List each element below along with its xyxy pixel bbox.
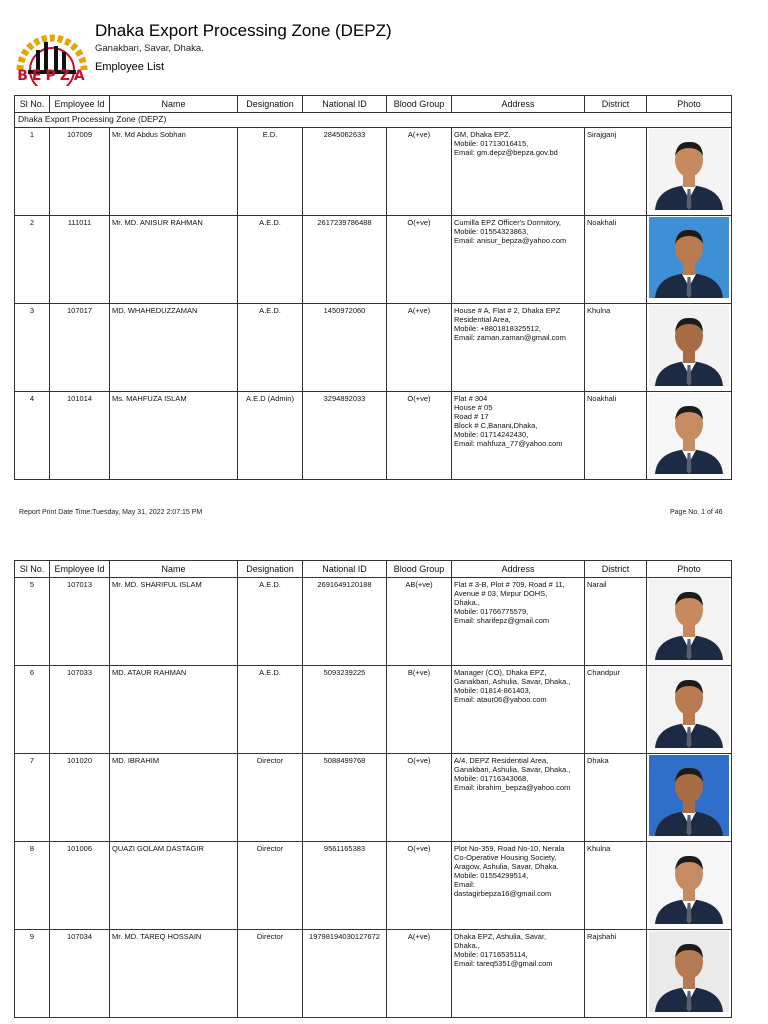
table-row	[15, 216, 732, 304]
table-row	[15, 666, 732, 754]
col-blood-group-header: Blood Group	[387, 96, 452, 113]
table-row	[15, 128, 732, 216]
sl-no-cell: 9	[15, 930, 50, 1018]
report-title: Employee List	[95, 61, 165, 73]
blood-group-cell: A(+ve)	[387, 304, 452, 392]
district-cell: Sirajganj	[585, 128, 647, 216]
district-cell: Khulna	[585, 304, 647, 392]
col-photo-header: Photo	[647, 96, 732, 113]
sl-no-cell: 1	[15, 128, 50, 216]
employee-photo-icon	[649, 755, 729, 836]
district-cell: Khulna	[585, 842, 647, 930]
national-id-cell: 19798194030127672	[303, 930, 387, 1018]
district-cell: Noakhali	[585, 216, 647, 304]
name-cell: Ms. MAHFUZA ISLAM	[110, 392, 238, 480]
employee-photo-icon	[649, 217, 729, 298]
group-label-row: Dhaka Export Processing Zone (DEPZ)	[15, 113, 732, 128]
print-date: Report Print Date Time:Tuesday, May 31, 2022 2:07:15 PM	[19, 509, 203, 516]
address-cell: GM, Dhaka EPZ. Mobile: 01713016415, Email: gm.depz@bepza.gov.bd	[452, 128, 585, 216]
employee-photo-icon	[649, 667, 729, 748]
table-row	[15, 578, 732, 666]
col-national-id-header: National ID	[303, 96, 387, 113]
table-row	[15, 842, 732, 930]
col-national-id-header: National ID	[303, 561, 387, 578]
national-id-cell: 2617239786488	[303, 216, 387, 304]
col-address-header: Address	[452, 96, 585, 113]
national-id-cell: 2691649120188	[303, 578, 387, 666]
photo-cell	[647, 304, 732, 392]
col-blood-group-header: Blood Group	[387, 561, 452, 578]
address-cell: Plot No-359, Road No-10, Nerala Co-Operative Housing Society, Aragow, Ashulia, Savar, Dhaka. Mobile: 01554299514, Email: dastagirbepza16@gmail.com	[452, 842, 585, 930]
employee-photo-icon	[649, 305, 729, 386]
col-name-header: Name	[110, 96, 238, 113]
employee-id-cell: 107034	[50, 930, 110, 1018]
name-cell: MD. IBRAHIM	[110, 754, 238, 842]
employee-id-cell: 101006	[50, 842, 110, 930]
employee-id-cell: 107017	[50, 304, 110, 392]
blood-group-cell: O(+ve)	[387, 392, 452, 480]
photo-cell	[647, 128, 732, 216]
col-sl-no-header: Sl No.	[15, 96, 50, 113]
col-name-header: Name	[110, 561, 238, 578]
national-id-cell: 1450972060	[303, 304, 387, 392]
col-employee-id-header: Employee Id	[50, 96, 110, 113]
col-address-header: Address	[452, 561, 585, 578]
table-header-row	[15, 96, 732, 113]
table-row	[15, 304, 732, 392]
blood-group-cell: O(+ve)	[387, 216, 452, 304]
col-designation-header: Designation	[238, 96, 303, 113]
sl-no-cell: 5	[15, 578, 50, 666]
photo-cell	[647, 930, 732, 1018]
blood-group-cell: AB(+ve)	[387, 578, 452, 666]
district-cell: Chandpur	[585, 666, 647, 754]
name-cell: Mr. Md Abdus Sobhan	[110, 128, 238, 216]
name-cell: Mr. MD. TAREQ HOSSAIN	[110, 930, 238, 1018]
employee-table-page-2	[14, 560, 732, 1018]
employee-photo-icon	[649, 579, 729, 660]
employee-id-cell: 107013	[50, 578, 110, 666]
designation-cell: A.E.D.	[238, 578, 303, 666]
name-cell: QUAZI GOLAM DASTAGIR	[110, 842, 238, 930]
sl-no-cell: 7	[15, 754, 50, 842]
col-district-header: District	[585, 96, 647, 113]
photo-cell	[647, 754, 732, 842]
designation-cell: A.E.D.	[238, 216, 303, 304]
blood-group-cell: B(+ve)	[387, 666, 452, 754]
table-header-row	[15, 561, 732, 578]
national-id-cell: 3294892033	[303, 392, 387, 480]
org-address: Ganakbari, Savar, Dhaka.	[95, 43, 204, 54]
employee-id-cell: 107009	[50, 128, 110, 216]
national-id-cell: 2845062633	[303, 128, 387, 216]
designation-cell: A.E.D (Admin)	[238, 392, 303, 480]
blood-group-cell: A(+ve)	[387, 930, 452, 1018]
photo-cell	[647, 666, 732, 754]
employee-photo-icon	[649, 843, 729, 924]
col-district-header: District	[585, 561, 647, 578]
sl-no-cell: 6	[15, 666, 50, 754]
sl-no-cell: 3	[15, 304, 50, 392]
photo-cell	[647, 216, 732, 304]
sl-no-cell: 4	[15, 392, 50, 480]
district-cell: Noakhali	[585, 392, 647, 480]
district-cell: Rajshahi	[585, 930, 647, 1018]
national-id-cell: 5093239225	[303, 666, 387, 754]
col-designation-header: Designation	[238, 561, 303, 578]
name-cell: Mr. MD. SHARIFUL ISLAM	[110, 578, 238, 666]
designation-cell: A.E.D.	[238, 304, 303, 392]
address-cell: Manager (CO), Dhaka EPZ, Ganakbari, Ashulia, Savar, Dhaka., Mobile: 01814-861403, Email: ataur06@yahoo.com	[452, 666, 585, 754]
address-cell: Dhaka EPZ, Ashulia, Savar, Dhaka., Mobile: 01716535114, Email: tareq5351@gmail.com	[452, 930, 585, 1018]
designation-cell: Director	[238, 842, 303, 930]
photo-cell	[647, 392, 732, 480]
address-cell: Flat # 304 House # 05 Road # 17 Block # C,Banani,Dhaka, Mobile: 01714242430, Email: mahfuza_77@yahoo.com	[452, 392, 585, 480]
district-cell: Narail	[585, 578, 647, 666]
address-cell: Flat # 3-B, Plot # 709, Road # 11, Avenue # 03, Mirpur DOHS, Dhaka., Mobile: 01766775579, Email: sharifepz@gmail.com	[452, 578, 585, 666]
blood-group-cell: O(+ve)	[387, 754, 452, 842]
employee-id-cell: 107033	[50, 666, 110, 754]
address-cell: House # A, Flat # 2, Dhaka EPZ Residential Area, Mobile: +8801818325512, Email: zaman.zaman@gmail.com	[452, 304, 585, 392]
blood-group-cell: O(+ve)	[387, 842, 452, 930]
address-cell: Cumilla EPZ Officer's Dormitory, Mobile: 01554323863, Email: anisur_bepza@yahoo.com	[452, 216, 585, 304]
national-id-cell: 5088499768	[303, 754, 387, 842]
employee-id-cell: 111011	[50, 216, 110, 304]
name-cell: MD. WHAHEDUZZAMAN	[110, 304, 238, 392]
name-cell: Mr. MD. ANISUR RAHMAN	[110, 216, 238, 304]
address-cell: A/4, DEPZ Residential Area, Ganakbari, Ashulia, Savar, Dhaka., Mobile: 01716343068, Email: ibrahim_bepza@yahoo.com	[452, 754, 585, 842]
employee-photo-icon	[649, 931, 729, 1012]
col-photo-header: Photo	[647, 561, 732, 578]
page-number: Page No. 1 of 46	[670, 509, 723, 516]
national-id-cell: 9561165383	[303, 842, 387, 930]
employee-id-cell: 101014	[50, 392, 110, 480]
table-row	[15, 392, 732, 480]
designation-cell: Director	[238, 930, 303, 1018]
employee-photo-icon	[649, 393, 729, 474]
designation-cell: Director	[238, 754, 303, 842]
district-cell: Dhaka	[585, 754, 647, 842]
report-header	[0, 0, 768, 95]
designation-cell: E.D.	[238, 128, 303, 216]
logo-wordmark: BEPZA	[17, 68, 89, 84]
table-row	[15, 930, 732, 1018]
employee-photo-icon	[649, 129, 729, 210]
employee-table-page-1	[14, 95, 732, 480]
col-employee-id-header: Employee Id	[50, 561, 110, 578]
photo-cell	[647, 842, 732, 930]
name-cell: MD. ATAUR RAHMAN	[110, 666, 238, 754]
photo-cell	[647, 578, 732, 666]
designation-cell: A.E.D.	[238, 666, 303, 754]
sl-no-cell: 2	[15, 216, 50, 304]
employee-id-cell: 101020	[50, 754, 110, 842]
blood-group-cell: A(+ve)	[387, 128, 452, 216]
col-sl-no-header: Sl No.	[15, 561, 50, 578]
sl-no-cell: 8	[15, 842, 50, 930]
org-title: Dhaka Export Processing Zone (DEPZ)	[95, 21, 392, 40]
table-row	[15, 754, 732, 842]
